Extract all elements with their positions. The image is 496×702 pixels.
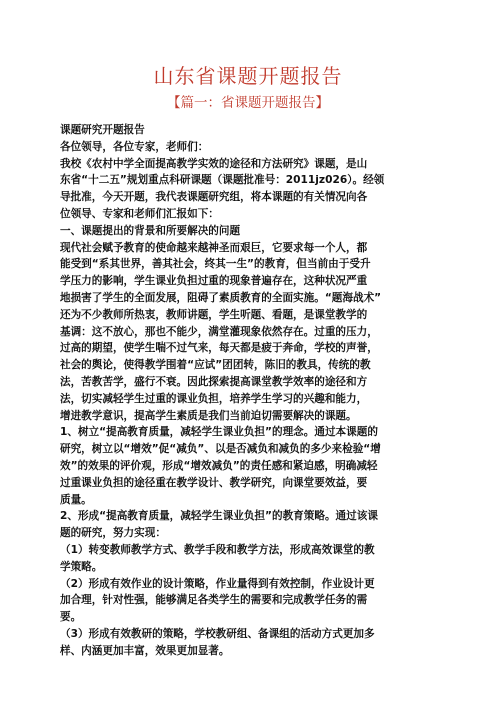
body-line: 题的研究，努力实现： <box>60 527 166 540</box>
body-line: 样、内涵更加丰富，效果更加显著。 <box>60 644 230 657</box>
body-line: 1、树立“提高教育质量，减轻学生课业负担”的理念。通过本课题的 <box>60 426 378 439</box>
body-line: 导批准，今天开题，我代表课题研究组，将本课题的有关情况向各 <box>60 191 368 204</box>
document-subtitle: 【篇一：省课题开题报告】 <box>167 95 329 111</box>
body-line: 社会的舆论，使得教学围着“应试”团团转，陈旧的教具，传统的教 <box>60 359 371 372</box>
body-line: 一、课题提出的背景和所要解决的问题 <box>60 224 241 237</box>
body-line: 东省“十二五”规划重点科研课题（课题批准号：2011jz026）。经领 <box>60 174 385 187</box>
body-line: 学压力的影响，学生课业负担过重的现象普遍存在，这种状况严重 <box>60 275 368 288</box>
body-line: 效”的效果的评价观，形成“增效减负”的责任感和紧迫感，明确减轻 <box>60 459 378 472</box>
body-line: 基调：这不放心，那也不能少，满堂灌现象依然存在。过重的压力， <box>60 325 378 338</box>
body-line: 法，切实减轻学生过重的课业负担，培养学生学习的兴趣和能力， <box>60 392 368 405</box>
document-body <box>60 122 446 660</box>
body-line: （1）转变教师教学方式、教学手段和教学方法，形成高效课堂的教 <box>60 543 375 556</box>
body-line: 还为不少教师所热衷，教师讲题，学生听题、看题，是课堂教学的 <box>60 308 368 321</box>
body-line: 研究，树立以“增效”促“减负”、以是否减负和减负的多少来检验“增 <box>60 443 381 456</box>
body-line: 加合理，针对性强，能够满足各类学生的需要和完成教学任务的需 <box>60 594 368 607</box>
body-line: 要。 <box>60 611 82 624</box>
body-line: （2）形成有效作业的设计策略，作业量得到有效控制，作业设计更 <box>60 577 375 590</box>
body-line: 过重课业负担的途径重在教学设计、教学研究，向课堂要效益，要 <box>60 476 368 489</box>
body-line: （3）形成有效教研的策略，学校教研组、备课组的活动方式更加多 <box>60 627 375 640</box>
body-line: 能受到“系其世界，善其社会，终其一生”的教育，但当前由于受升 <box>60 258 371 271</box>
body-line: 位领导、专家和老师们汇报如下： <box>60 207 219 220</box>
body-line: 各位领导，各位专家，老师们： <box>60 140 209 153</box>
body-line: 地损害了学生的全面发展，阻碍了素质教育的全面实施。“题海战术” <box>60 291 382 304</box>
body-line: 增进教学意识，提高学生素质是我们当前迫切需要解决的课题。 <box>60 409 357 422</box>
body-line: 质量。 <box>60 493 92 506</box>
body-line: 学策略。 <box>60 560 103 573</box>
document-title: 山东省课题开题报告 <box>153 64 343 88</box>
body-line: 法，苦教苦学，盛行不衰。因此探索提高课堂教学效率的途径和方 <box>60 375 368 388</box>
body-line: 2、形成“提高教育质量，减轻学生课业负担”的教育策略。通过该课 <box>60 510 378 523</box>
body-line: 课题研究开题报告 <box>60 124 145 136</box>
body-line: 现代社会赋予教育的使命越来越神圣而艰巨，它要求每一个人，都 <box>60 241 368 254</box>
body-line: 我校《农村中学全面提高教学实效的途径和方法研究》课题，是山 <box>60 157 368 170</box>
body-line: 过高的期望，使学生喘不过气来，每天都是疲于奔命，学校的声誉， <box>60 342 378 355</box>
